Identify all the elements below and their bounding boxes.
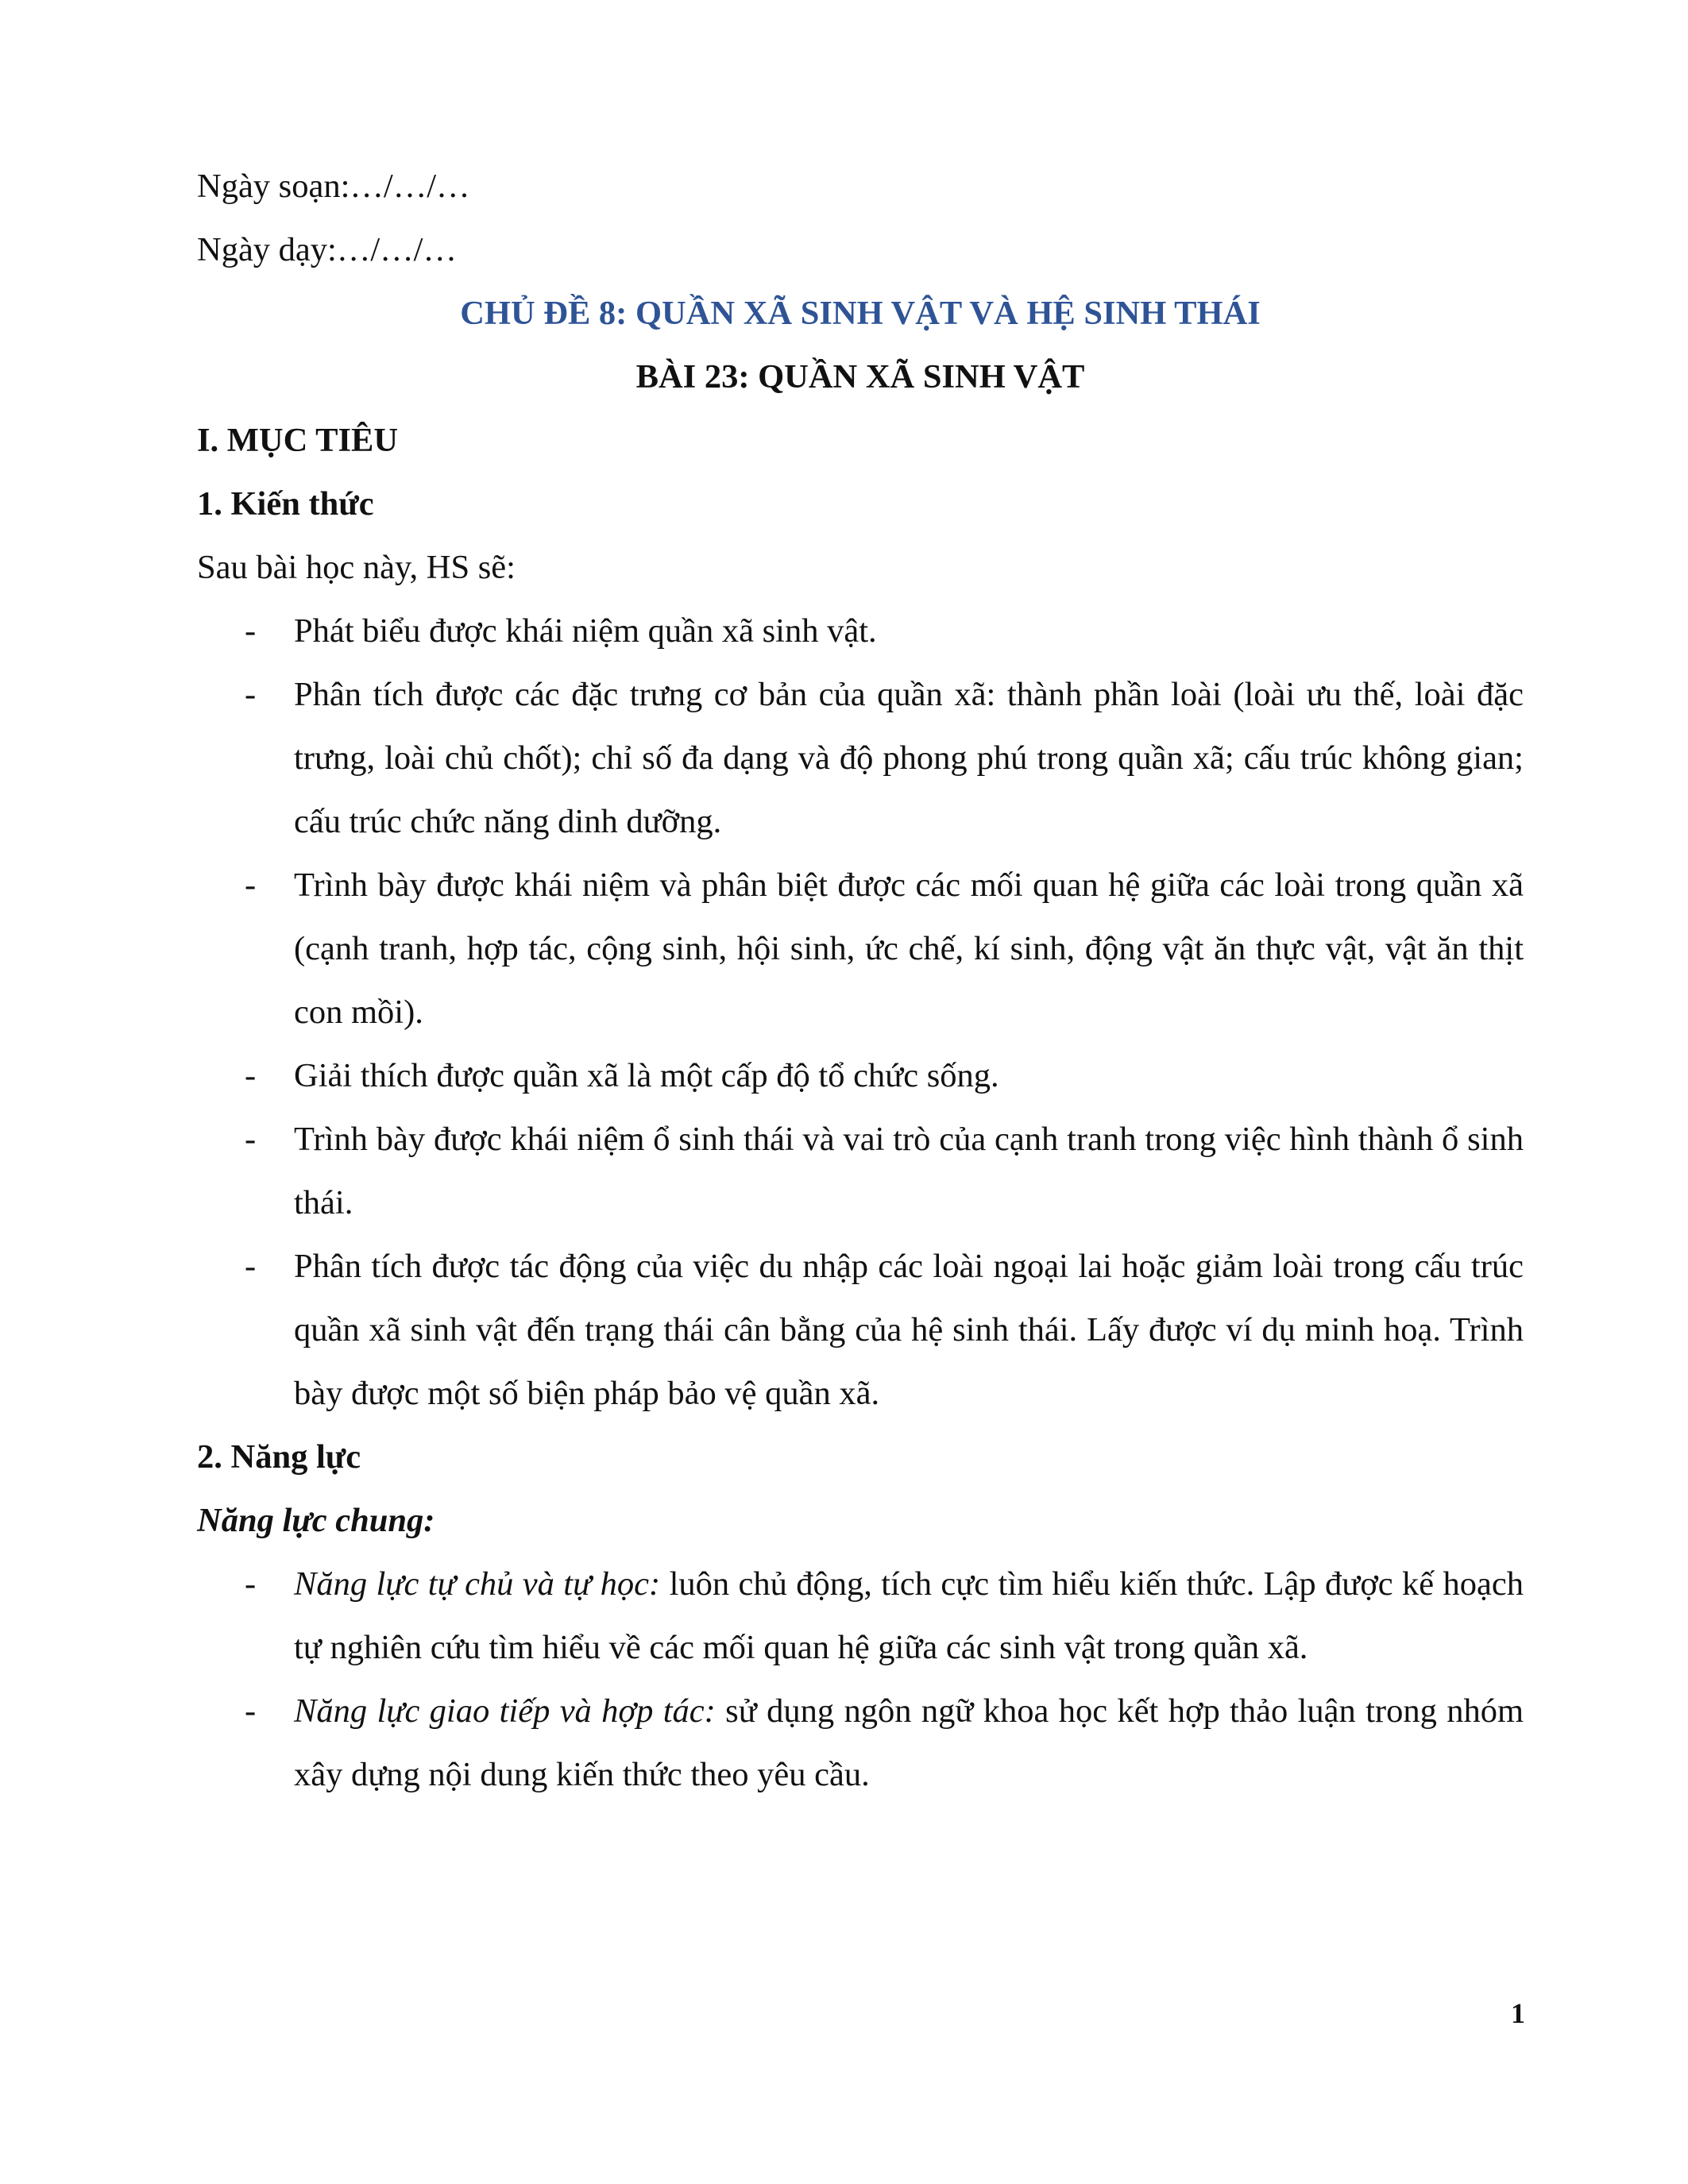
subsection-heading-competency: 2. Năng lực bbox=[197, 1438, 361, 1476]
general-competency-heading: Năng lực chung: bbox=[197, 1502, 435, 1539]
topic-title: CHỦ ĐỀ 8: QUẦN XÃ SINH VẬT VÀ HỆ SINH THÁI bbox=[460, 295, 1261, 332]
list-dash: - bbox=[245, 866, 257, 904]
competency-text: luôn chủ động, tích cực tìm hiểu kiến thức. Lập được kế hoạch tự nghiên cứu tìm hiểu về các mối quan hệ giữa các sinh vật trong quần xã. bbox=[294, 1565, 1524, 1666]
list-dash: - bbox=[245, 1692, 257, 1730]
list-item-text: Phân tích được các đặc trưng cơ bản của quần xã: thành phần loài (loài ưu thế, loài đặc trưng, loài chủ chốt); chỉ số đa dạng và độ phong phú trong quần xã; cấu trúc không gian; cấu trúc chức năng dinh dưỡng. bbox=[294, 676, 1524, 840]
list-item bbox=[197, 1108, 1524, 1235]
list-item-text: Trình bày được khái niệm và phân biệt được các mối quan hệ giữa các loài trong quần xã (cạnh tranh, hợp tác, cộng sinh, hội sinh, ức chế, kí sinh, động vật ăn thực vật, vật ăn thịt con mồi). bbox=[294, 866, 1524, 1031]
lesson-title: BÀI 23: QUẦN XÃ SINH VẬT bbox=[635, 358, 1085, 396]
list-item bbox=[197, 854, 1524, 1044]
competency-list bbox=[197, 1553, 1524, 1807]
list-item-text: Phát biểu được khái niệm quần xã sinh vật. bbox=[294, 612, 877, 650]
knowledge-intro: Sau bài học này, HS sẽ: bbox=[197, 549, 516, 586]
subsection-heading-knowledge: 1. Kiến thức bbox=[197, 485, 374, 523]
competency-label: Năng lực tự chủ và tự học: bbox=[294, 1565, 661, 1603]
list-dash: - bbox=[245, 1057, 257, 1094]
list-item bbox=[197, 600, 1524, 663]
preparation-date: Ngày soạn:…/…/… bbox=[197, 168, 470, 205]
list-item bbox=[197, 1044, 1524, 1108]
list-dash: - bbox=[245, 676, 257, 713]
list-item-text: Trình bày được khái niệm ổ sinh thái và vai trò của cạnh tranh trong việc hình thành ổ sinh thái. bbox=[294, 1121, 1524, 1221]
list-item bbox=[197, 663, 1524, 854]
competency-text: sử dụng ngôn ngữ khoa học kết hợp thảo luận trong nhóm xây dựng nội dung kiến thức theo yêu cầu. bbox=[294, 1692, 1524, 1793]
list-item bbox=[197, 1235, 1524, 1426]
list-item-text: Giải thích được quần xã là một cấp độ tổ chức sống. bbox=[294, 1057, 999, 1094]
list-dash: - bbox=[245, 612, 257, 650]
knowledge-list bbox=[197, 600, 1524, 1426]
list-dash: - bbox=[245, 1565, 257, 1603]
list-item bbox=[197, 1553, 1524, 1680]
list-dash: - bbox=[245, 1121, 257, 1158]
document-page bbox=[197, 155, 1524, 1807]
list-item-text: Phân tích được tác động của việc du nhập các loài ngoại lai hoặc giảm loài trong cấu trúc quần xã sinh vật đến trạng thái cân bằng của hệ sinh thái. Lấy được ví dụ minh hoạ. Trình bày được một số biện pháp bảo vệ quần xã. bbox=[294, 1248, 1524, 1412]
competency-label: Năng lực giao tiếp và hợp tác: bbox=[294, 1692, 716, 1730]
list-item bbox=[197, 1680, 1524, 1807]
section-heading-objectives: I. MỤC TIÊU bbox=[197, 422, 399, 459]
list-dash: - bbox=[245, 1248, 257, 1285]
page-number: 1 bbox=[1511, 1997, 1525, 2029]
teaching-date: Ngày dạy:…/…/… bbox=[197, 231, 457, 268]
